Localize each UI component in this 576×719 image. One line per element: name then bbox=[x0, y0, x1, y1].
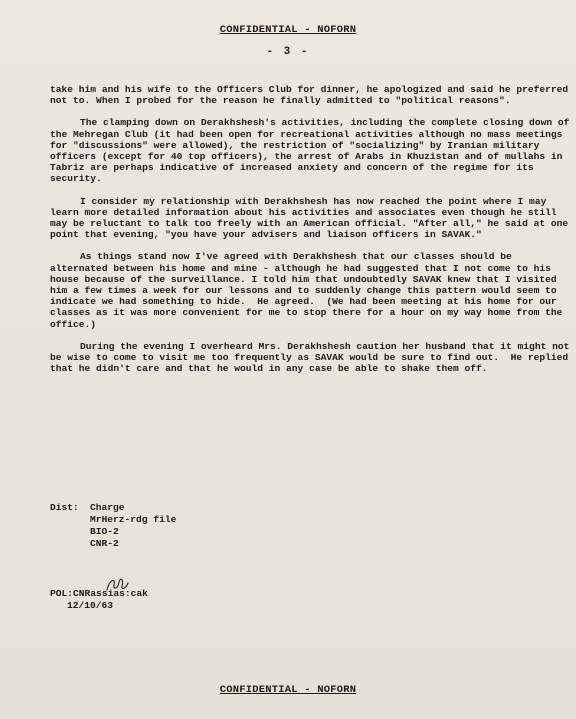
distribution-item: MrHerz-rdg file bbox=[90, 514, 177, 525]
distribution-label: Dist: bbox=[50, 502, 79, 513]
reference-block bbox=[50, 588, 148, 612]
distribution-list bbox=[50, 502, 176, 550]
page-number: - 3 - bbox=[266, 46, 310, 58]
classification-footer: CONFIDENTIAL - NOFORN bbox=[219, 684, 357, 696]
paragraph-4: As things stand now I've agreed with Derakhshesh that our classes should be alternated between his home and mine - although he had suggested that I not come to his house because of the surveillance. I told him that undoubtedly SAVAK knew that I visited him a few times a week for our lessons and to suddenly change this pattern would seem to indicate we had something to hide. He agreed. (We had been meeting at his home for our classes as it was more convenient for me to stop there for a hour on my way home from the office.) bbox=[50, 251, 569, 330]
paragraph-2: The clamping down on Derakhshesh's activities, including the complete closing down of the Mehregan Club (it had been open for recreational activities although no mass meetings for "discussions" were allowed), the restriction of "socializing" by Iranian military officers (except for 40 top officers), the arrest of Arabs in Khuzistan and of mullahs in Tabriz are perhaps indicative of increased anxiety and concern of the regime for its security. bbox=[50, 117, 576, 185]
classification-header: CONFIDENTIAL - NOFORN bbox=[219, 24, 357, 36]
memo-body bbox=[50, 84, 576, 385]
reference-line: POL:CNRassias:cak bbox=[50, 588, 148, 599]
reference-date: 12/10/63 bbox=[67, 600, 114, 611]
paragraph-1: take him and his wife to the Officers Club for dinner, he apologized and said he preferred not to. When I probed for the reason he finally admitted to "political reasons". bbox=[50, 84, 574, 107]
distribution-item: Charge bbox=[90, 502, 125, 513]
distribution-item: CNR-2 bbox=[90, 538, 119, 549]
paragraph-5: During the evening I overheard Mrs. Derakhshesh caution her husband that it might not be wise to come to visit me too frequently as SAVAK would be sure to find out. He replied that he didn't care and that he would in any case be able to shake them off. bbox=[50, 340, 576, 375]
paragraph-3: I consider my relationship with Derakhshesh has now reached the point where I may learn more detailed information about his activities and associates even though he still may be reluctant to talk too freely with an American official. "After all," he said at one point that evening, "you have your advisers and liaison officers in SAVAK." bbox=[50, 195, 574, 241]
distribution-item: BIO-2 bbox=[90, 526, 119, 537]
